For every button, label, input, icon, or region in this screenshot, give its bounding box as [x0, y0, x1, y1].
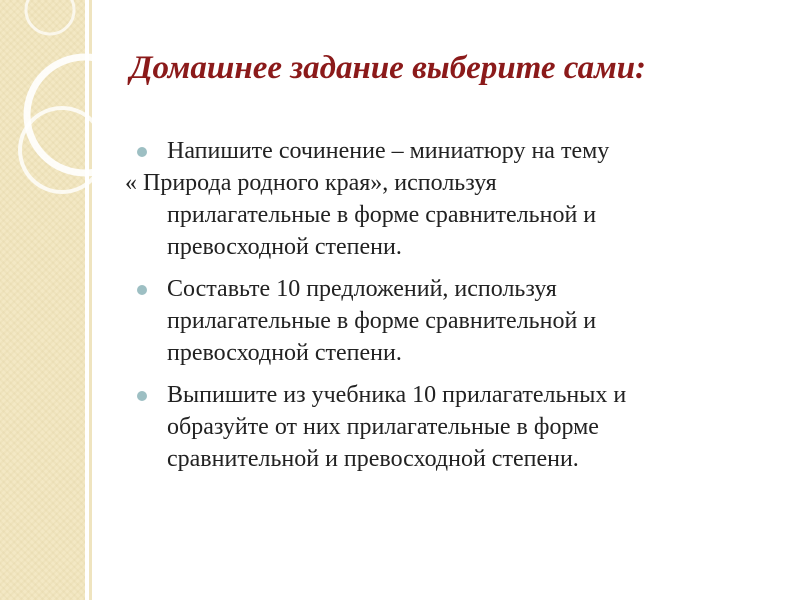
item-line: Напишите сочинение – миниатюру на тему	[167, 138, 610, 164]
item-line: « Природа родного края», используя	[125, 170, 497, 196]
list-item-textbook	[135, 379, 785, 475]
item-line: Выпишите из учебника 10 прилагательных и	[167, 382, 627, 408]
item-line: превосходной степени.	[167, 340, 402, 366]
bullet-icon	[137, 147, 147, 157]
side-band	[0, 0, 85, 600]
bullet-icon	[137, 285, 147, 295]
item-line: Составьте 10 предложений, используя	[167, 276, 557, 302]
slide-title: Домашнее задание выберите сами:	[130, 50, 647, 86]
item-line: прилагательные в форме сравнительной и	[167, 308, 597, 334]
bullet-list	[125, 135, 785, 485]
list-item-sentences	[135, 273, 785, 369]
item-line: прилагательные в форме сравнительной и	[167, 202, 597, 228]
list-item-essay	[135, 135, 785, 167]
item-line: сравнительной и превосходной степени.	[167, 446, 579, 472]
list-item-essay-continuation	[125, 167, 785, 263]
side-divider	[89, 0, 92, 600]
item-line: превосходной степени.	[167, 234, 402, 260]
item-line: образуйте от них прилагательные в форме	[167, 414, 599, 440]
bullet-icon	[137, 391, 147, 401]
